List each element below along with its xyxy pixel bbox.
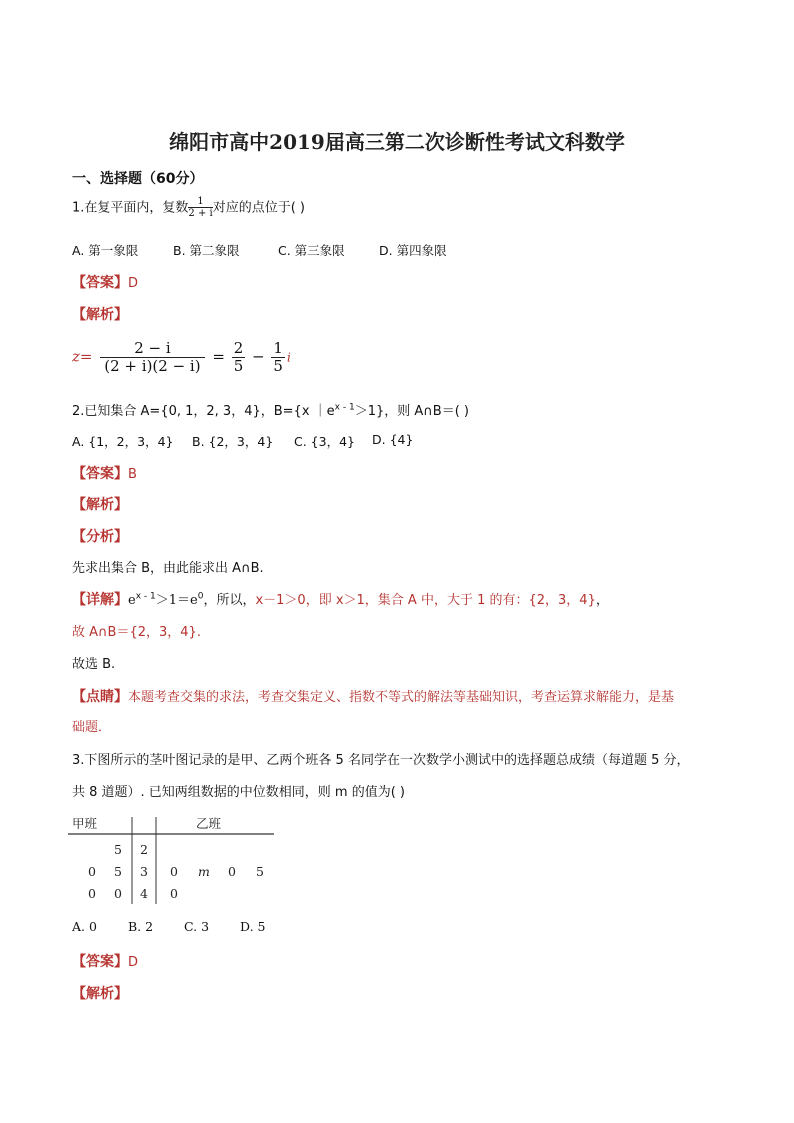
q2-analysis-tag: 【解析】 bbox=[72, 497, 128, 513]
formula-frac-a: $\frac{2}{5}$ bbox=[233, 339, 244, 375]
q2-fenxi-text: 先求出集合 B，由此能求出 A∩B. bbox=[72, 561, 264, 576]
formula-eq: = bbox=[79, 347, 93, 366]
q2-conclusion: 故选 B. bbox=[72, 657, 116, 672]
stem-value: 4 bbox=[140, 886, 148, 901]
q1-frac-den: 2 + i bbox=[188, 208, 213, 219]
q3-analysis-tag: 【解析】 bbox=[72, 986, 128, 1002]
q1-prefix: 1.在复平面内，复数 bbox=[72, 200, 189, 216]
left-leaf: 0 bbox=[88, 864, 96, 879]
q3-option-d: D. 5 bbox=[240, 919, 266, 934]
formula-z: z bbox=[72, 347, 80, 366]
formula-i: i bbox=[286, 350, 291, 365]
q2-answer-value: B bbox=[128, 467, 137, 482]
stem-value: 3 bbox=[140, 864, 148, 879]
formula-frac-main bbox=[100, 340, 204, 375]
answer-tag: 【答案】 bbox=[72, 275, 128, 291]
q1-frac-num: 1 bbox=[197, 196, 204, 207]
q2-detail: 【详解】$e^{x - 1}>1=e^0$，所以，x－1＞0，即 x＞1，集合 A 中，大于 1 的有：{2，3，4}， bbox=[72, 591, 609, 608]
question-2-stem: 2.已知集合 A={0, 1，2, 3，4}，B={x $|e^{x - 1}>1$}，则 A∩B＝( ) bbox=[72, 402, 469, 419]
q2-option-c: C. {3，4} bbox=[294, 434, 355, 449]
table-left-header: 甲班 bbox=[72, 816, 98, 831]
q3-option-b: B. 2 bbox=[128, 919, 154, 934]
stem-leaf-table bbox=[68, 812, 278, 904]
q1-option-a: A. 第一象限 bbox=[72, 243, 139, 258]
left-leaf: 5 bbox=[114, 842, 122, 857]
left-leaf: 5 bbox=[114, 864, 122, 879]
q2-option-a: A. {1，2，3，4} bbox=[72, 434, 174, 449]
stem-value: 2 bbox=[140, 842, 148, 857]
q2-fenxi-tag: 【分析】 bbox=[72, 529, 128, 545]
right-leaf: 0 bbox=[170, 864, 178, 879]
q3-option-c: C. 3 bbox=[184, 919, 210, 934]
q3-option-a: A. 0 bbox=[72, 919, 97, 934]
q1-option-c: C. 第三象限 bbox=[278, 243, 345, 258]
section-heading: 一、选择题（60分） bbox=[72, 171, 204, 187]
q1-solution-formula bbox=[72, 340, 291, 375]
right-leaf: m bbox=[198, 864, 210, 879]
right-leaf: 5 bbox=[256, 864, 264, 879]
table-right-header: 乙班 bbox=[196, 816, 222, 831]
q1-suffix: 对应的点位于( ) bbox=[212, 200, 305, 216]
formula-den: (2 + i)(2 − i) bbox=[100, 357, 204, 375]
q3-answer: 【答案】D bbox=[72, 954, 139, 970]
q2-option-b: B. {2，3，4} bbox=[192, 434, 274, 449]
q1-option-b: B. 第二象限 bbox=[173, 243, 240, 258]
left-leaf: 0 bbox=[88, 886, 96, 901]
formula-minus: − bbox=[252, 347, 265, 366]
q1-option-d: D. 第四象限 bbox=[379, 243, 447, 258]
formula-eq2: = bbox=[212, 347, 225, 366]
q1-answer bbox=[72, 272, 138, 292]
q2-comment-line2: 础题． bbox=[72, 720, 112, 735]
question-1-stem bbox=[72, 196, 305, 220]
q1-answer-value: D bbox=[128, 276, 139, 291]
formula-frac-b: $\frac{1}{5}$ bbox=[273, 339, 283, 375]
q2-answer: 【答案】B bbox=[72, 466, 137, 482]
question-3-stem-line1: 3.下图所示的茎叶图记录的是甲、乙两个班各 5 名同学在一次数学小测试中的选择题总成绩（每道题 5 分， bbox=[72, 753, 690, 768]
question-3-stem-line2: 共 8 道题）. 已知两组数据的中位数相同，则 m 的值为( ) bbox=[72, 785, 406, 800]
left-leaf: 0 bbox=[114, 886, 122, 901]
formula-num: 2 − i bbox=[134, 339, 171, 357]
q2-detail-line2: 故 A∩B＝{2，3，4}. bbox=[72, 625, 201, 640]
q2-comment-line1: 【点睛】本题考查交集的求法，考查交集定义、指数不等式的解法等基础知识，考查运算求解能力，是基 bbox=[72, 689, 675, 705]
q3-answer-value: D bbox=[128, 955, 139, 970]
q1-fraction bbox=[188, 196, 212, 220]
q2-option-d: D. {4} bbox=[372, 432, 414, 447]
q1-analysis-tag: 【解析】 bbox=[72, 307, 128, 323]
right-leaf: 0 bbox=[228, 864, 236, 879]
right-leaf: 0 bbox=[170, 886, 178, 901]
page-title: 绵阳市高中2019届高三第二次诊断性考试文科数学 bbox=[169, 130, 625, 154]
